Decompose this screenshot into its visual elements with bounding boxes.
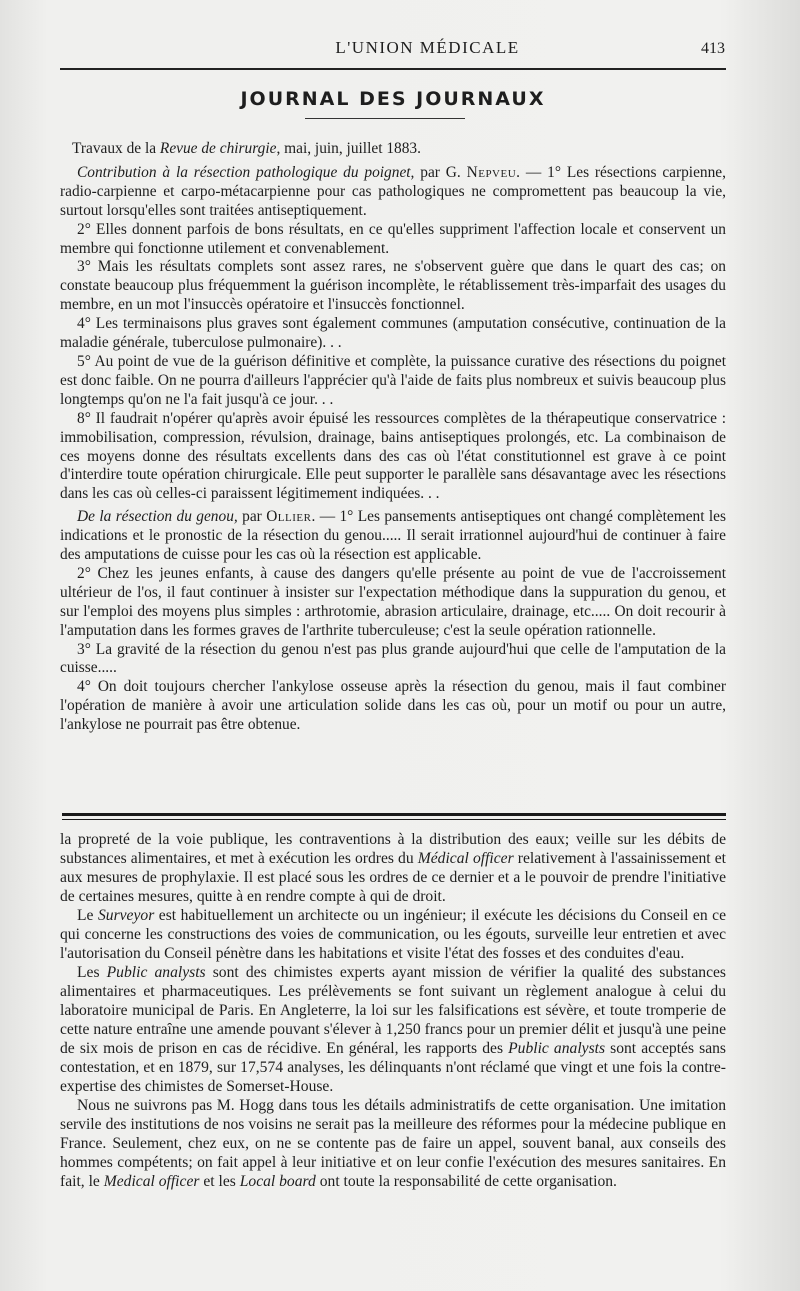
emphasis: Public analysts bbox=[508, 1040, 606, 1057]
article1-by: par G. bbox=[414, 163, 467, 181]
continuation-paragraph-2 bbox=[60, 906, 726, 963]
article2-author: Ollier bbox=[266, 508, 312, 526]
emphasis: Public analysts bbox=[106, 964, 206, 981]
article2-paragraph: 4° On doit toujours chercher l'ankylose osseuse après la résection du genou, mais il faut combiner l'opération de manière à avoir une articulation solide dans les cas où, pour un motif ou pour un autre, l'ankylose ne pourrait pas être obtenue. bbox=[60, 678, 726, 734]
article1-author: Nepveu bbox=[466, 163, 517, 181]
title-rule bbox=[305, 118, 465, 119]
continuation-paragraph-4 bbox=[60, 1096, 726, 1191]
article2-paragraph-1 bbox=[60, 508, 726, 565]
article1-paragraph: 3° Mais les résultats complets sont assez rares, ne s'observent guère que dans le quart des cas; on constate beaucoup plus fréquemment la guérison incomplète, le rétablissement très-imparfait des usages du membre, en un mot l'insuccès opératoire et l'insuccès fonctionnel. bbox=[60, 258, 726, 314]
article1-paragraph: 4° Les terminaisons plus graves sont également communes (amputation consécutive, continuation de la maladie générale, tuberculose pulmonaire). . . bbox=[60, 315, 726, 352]
journal-column bbox=[60, 140, 726, 735]
article1-title: Contribution à la résection pathologique du poignet, bbox=[77, 163, 415, 181]
running-title: L'UNION MÉDICALE bbox=[335, 38, 520, 57]
text-run: sont des chimistes experts ayant mission de vérifier la qualité des substances alimentaires et pharmaceutiques. Les prélèvements se font suivant un règlement analogue à celui du laboratoire municipal de Paris. En Angleterre, la loi sur les falsifications est sévère, et toute tromperie de cette nature entraîne une amende pouvant s'élever à 1,250 francs pour un premier délit et jusqu'à une peine de six mois de prison en cas de récidive. En général, les rapports des bbox=[60, 964, 726, 1057]
intro-text: Travaux de la bbox=[72, 140, 160, 157]
article1-paragraph: 5° Au point de vue de la guérison définitive et complète, la puissance curative des résections du poignet est donc faible. On ne pourra d'ailleurs l'apprécier qu'à l'aide de faits plus nombreux et suivis beaucoup plus longtemps qu'on ne l'a fait jusqu'à ce jour. . . bbox=[60, 352, 726, 408]
text-run: la propreté de la voie publique, les contraventions à la distribution des eaux; veille sur les débits de substances alimentaires, et met à exécution les ordres du bbox=[60, 831, 726, 867]
text-run: ont toute la responsabilité de cette organisation. bbox=[315, 1173, 617, 1190]
emphasis: Surveyor bbox=[97, 907, 155, 924]
text-run: est habituellement un architecte ou un ingénieur; il exécute les décisions du Conseil en ce qui concerne les constructions des voies de communication, ou les égouts, surveille leur entretien et avec l'autorisation du Conseil pénètre dans les habitations et visite l'état des fosses et des conduites d'eau. bbox=[60, 907, 726, 962]
continuation-column bbox=[60, 830, 726, 1191]
article1-text: . — 1° Les résections carpienne, radio-carpienne et carpo-métacarpienne pour cas pathologiques ne compromettent pas beaucoup la vie, surtout lorsqu'elles sont traitées antiseptiquement. bbox=[60, 163, 726, 219]
emphasis: Médical officer bbox=[417, 850, 514, 867]
emphasis: Local board bbox=[239, 1173, 316, 1190]
article1-paragraph-1 bbox=[60, 164, 726, 221]
text-run: et les bbox=[199, 1173, 240, 1190]
text-run: relativement à l'assainissement et aux mesures de prophylaxie. Il est placé sous les ordres de ce dernier et a le pouvoir de prendre l'initiative de certaines mesures, quitte à en rendre compte à qui de droit. bbox=[60, 850, 726, 905]
section-title: JOURNAL DES JOURNAUX bbox=[240, 88, 546, 110]
article2-by: par bbox=[237, 508, 267, 526]
section-divider bbox=[62, 813, 726, 820]
article2-title: De la résection du genou, bbox=[77, 508, 238, 526]
article2-paragraph: 3° La gravité de la résection du genou n'est pas plus grande aujourd'hui que celle de l'amputation de la cuisse..... bbox=[60, 640, 726, 677]
intro-line bbox=[60, 140, 726, 159]
article2-text: . — 1° Les pansements antiseptiques ont changé complètement les indications et le pronostic de la résection du genou..... Il serait irrationnel aujourd'hui de continuer à faire des amputations de cuisse pour les cas où la résection est applicable. bbox=[60, 508, 726, 564]
page-number: 413 bbox=[701, 40, 725, 57]
text-run: Les bbox=[77, 964, 107, 981]
continuation-paragraph-3 bbox=[60, 963, 726, 1096]
text-run: sont acceptés sans contestation, et en 1879, sur 17,574 analyses, les délinquants n'ont réclamé que vingt et une fois la contre-expertise des chimistes de Somerset-House. bbox=[60, 1040, 727, 1095]
intro-rest: , mai, juin, juillet 1883. bbox=[276, 140, 421, 157]
article2-paragraph: 2° Chez les jeunes enfants, à cause des dangers qu'elle présente au point de vue de l'accroissement ultérieur de l'os, il faut continuer à insister sur l'expectation méthodique dans la suppuration du genou, et sur l'emploi des moyens plus simples : arthrotomie, abrasion articulaire, drainage, etc..... On doit recourir à l'amputation dans les formes graves de l'arthrite tuberculeuse; c'est la seule opération rationnelle. bbox=[60, 564, 726, 639]
page-header bbox=[60, 38, 725, 66]
journal-name: Revue de chirurgie bbox=[159, 140, 277, 157]
header-rule bbox=[60, 68, 726, 70]
article1-paragraph: 2° Elles donnent parfois de bons résultats, en ce qu'elles suppriment l'affection locale et conservent un membre qui fonctionne utilement et convenablement. bbox=[60, 220, 726, 257]
article1-paragraph: 8° Il faudrait n'opérer qu'après avoir épuisé les ressources complètes de la thérapeutique conservatrice : immobilisation, compression, révulsion, drainage, bains antiseptiques prolongés, etc. La combinaison de ces moyens donne des résultats excellents dans des cas où l'état constitutionnel est grave à ce point d'interdire toute opération chirurgicale. Elle peut supporter le parallèle sans désavantage avec les résections dans les cas où celles-ci paraissent légitimement indiquées. . . bbox=[60, 409, 726, 503]
text-run: Le bbox=[77, 907, 98, 924]
emphasis: Medical officer bbox=[103, 1173, 200, 1190]
continuation-paragraph-1 bbox=[60, 830, 726, 906]
text-run: Nous ne suivrons pas M. Hogg dans tous les détails administratifs de cette organisation. Une imitation servile des institutions de nos voisins ne serait pas la meilleure des réformes pour la médecine publique en France. Seulement, chez eux, on ne se contente pas de faire un appel, souvent banal, aux conseils des hommes compétents; on fait appel à leur initiative et on leur confie l'exécution des mesures sanitaires. En fait, le bbox=[60, 1097, 726, 1190]
